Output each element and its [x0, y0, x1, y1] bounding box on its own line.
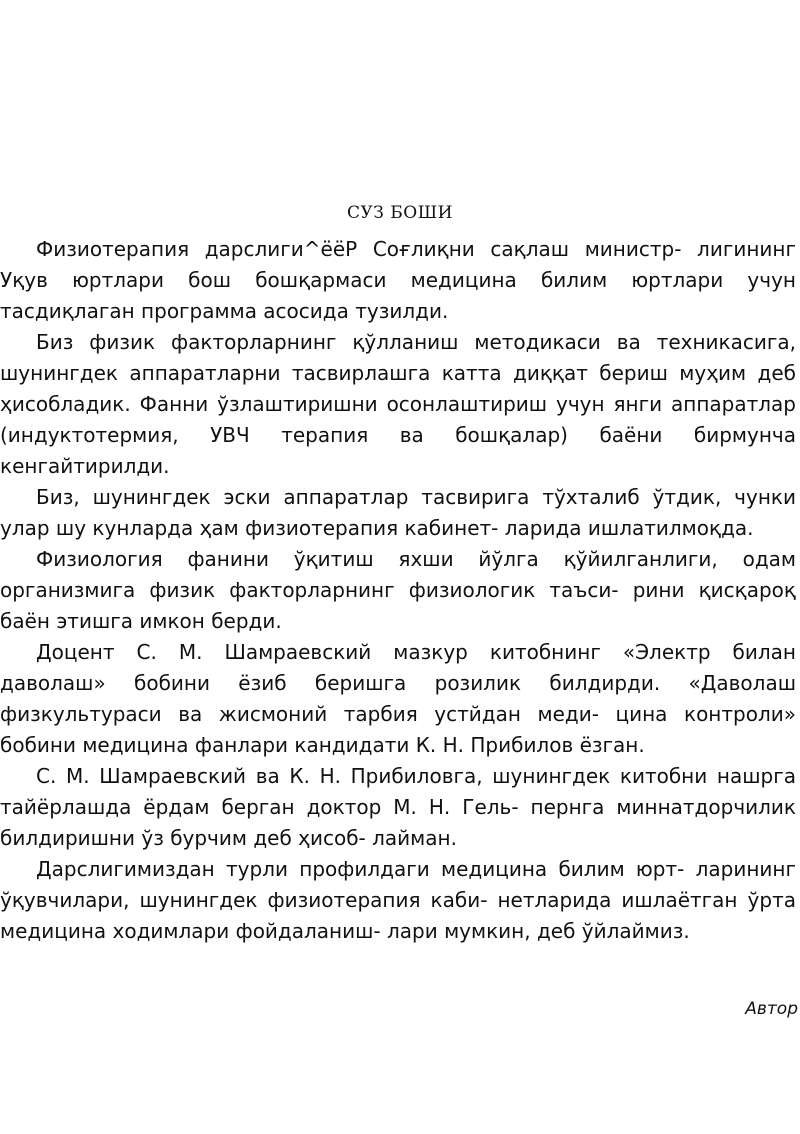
author-signature: Автор [745, 999, 798, 1019]
paragraph: Биз физик факторларнинг қўлланиш методикаси ва техникасига, шунингдек аппаратларни тасвирлашга катта диққат бериш муҳим деб ҳисобладик. Фанни ўзлаштиришни осонлаштириш учун янги аппаратлар (индуктотермия, УВЧ терапия ва бошқалар) баёни бирмунча кенгайтирилди. [0, 330, 796, 478]
paragraph: Биз, шунингдек эски аппаратлар тасвирига тўхталиб ўтдик, чунки улар шу кунларда ҳам физиотерапия кабинет- ларида ишлатилмоқда. [0, 485, 796, 540]
paragraph: Дарслигимиздан турли профилдаги медицина билим юрт- ларининг ўқувчилари, шунингдек физиотерапия каби- нетларида ишлаётган ўрта медицина ходимлари фойдаланиш- лари мумкин, деб ўйлаймиз. [0, 857, 796, 943]
page-heading: СУЗ БОШИ [347, 203, 453, 223]
paragraph: Доцент С. М. Шамраевский мазкур китобнинг «Электр билан даволаш» бобини ёзиб беришга розилик билдирди. «Даволаш физкультураси ва жисмоний тарбия устйдан меди- цина контроли» бобини медицина фанлари кандидати К. Н. Прибилов ёзган. [0, 640, 796, 757]
paragraph: С. М. Шамраевский ва К. Н. Прибиловга, шунингдек китобни нашрга тайёрлашда ёрдам берган доктор М. Н. Гель- пернга миннатдорчилик билдиришни ўз бурчим деб ҳисоб- лайман. [0, 764, 796, 850]
paragraph: Физиотерапия дарслиги^ёёР Соғлиқни сақлаш министр- лигининг Уқув юртлари бош бошқармаси медицина билим юртлари учун тасдиқлаган программа асосида тузилди. [0, 237, 796, 323]
paragraph: Физиология фанини ўқитиш яхши йўлга қўйилганлиги, одам организмига физик факторларнинг физиологик таъси- рини қисқароқ баён этишга имкон берди. [0, 547, 796, 633]
preface-body [0, 234, 796, 947]
